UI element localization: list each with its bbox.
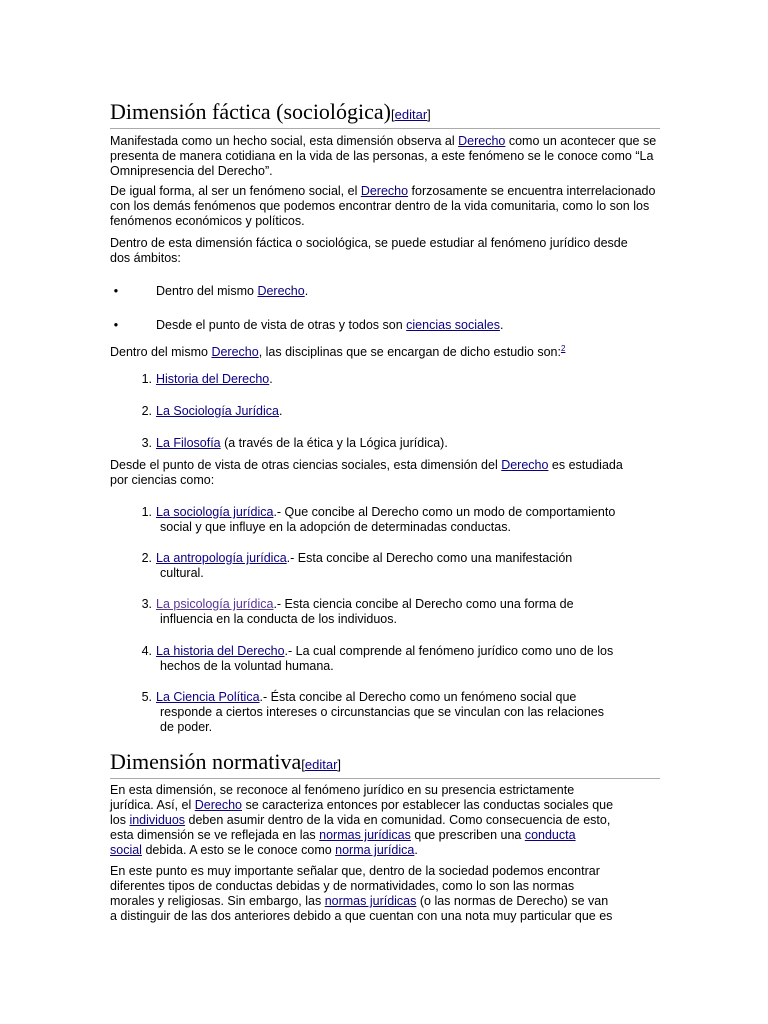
link-ciencias-sociales[interactable]: ciencias sociales [406, 318, 500, 332]
link-derecho[interactable]: Derecho [458, 134, 506, 148]
link-derecho[interactable]: Derecho [194, 798, 243, 812]
paragraph: Desde el punto de vista de otras ciencias sociales, esta dimensión del Derecho es estudiada por ciencias como: [110, 458, 623, 487]
link-norma-juridica[interactable]: norma jurídica [335, 843, 415, 857]
link-filosofia[interactable]: La Filosofía [156, 436, 221, 450]
link-sociologia-juridica[interactable]: La Sociología Jurídica [156, 404, 279, 418]
section-heading-normativa [110, 750, 660, 779]
link-derecho[interactable]: Derecho [501, 458, 549, 472]
section-title: Dimensión normativa [110, 749, 302, 774]
link-sociologia-juridica[interactable]: La sociología jurídica [156, 505, 274, 519]
link-historia-del-derecho[interactable]: La historia del Derecho [156, 644, 285, 658]
link-individuos[interactable]: individuos [129, 813, 186, 827]
link-derecho[interactable]: Derecho [257, 284, 305, 298]
section-heading-factica [110, 100, 660, 129]
edit-link[interactable]: editar [304, 757, 338, 772]
paragraph: En este punto es muy importante señalar que, dentro de la sociedad podemos encontrar diferentes tipos de conductas debidas y de normatividades, como lo son las normas morales y religiosas. Sin embargo, las normas jurídicas (o las normas de Derecho) se van a distinguir de las dos anteriores debido a que cuentan con una nota muy particular que es [110, 864, 613, 923]
bullet-icon: • [113, 284, 119, 298]
link-ciencia-politica[interactable]: La Ciencia Política [156, 690, 260, 704]
reference-link[interactable]: 2 [560, 344, 566, 353]
edit-link[interactable]: editar [394, 107, 428, 122]
bullet-icon: • [113, 318, 119, 332]
link-normas-juridicas[interactable]: normas jurídicas [324, 894, 417, 908]
link-psicologia-juridica[interactable]: La psicología jurídica [156, 597, 274, 611]
paragraph: Manifestada como un hecho social, esta dimensión observa al Derecho como un acontecer que se presenta de manera cotidiana en la vida de las personas, a este fenómeno se le conoce como “La Omnipresencia del Derecho”. [110, 134, 657, 178]
link-derecho[interactable]: Derecho [360, 184, 409, 198]
paragraph: Dentro de esta dimensión fáctica o sociológica, se puede estudiar al fenómeno jurídico desde dos ámbitos: [110, 236, 628, 265]
link-derecho[interactable]: Derecho [211, 345, 259, 360]
paragraph: En esta dimensión, se reconoce al fenómeno jurídico en su presencia estrictamente jurídica. Así, el Derecho se caracteriza entonces por establecer las conductas sociales que los individuos deben asumir dentro de la vida en comunidad. Como consecuencia de esto, esta dimensión se ve reflejada en las normas jurídicas que prescriben una conducta social debida. A esto se le conoce como norma jurídica. [110, 783, 614, 857]
link-conducta-social[interactable]: social [110, 843, 142, 857]
link-normas-juridicas[interactable]: normas jurídicas [319, 828, 411, 842]
paragraph: Dentro del mismo Derecho, las disciplinas que se encargan de dicho estudio son:$^2$ [110, 344, 566, 360]
edit-section: [editar] [301, 757, 342, 772]
edit-section: [editar] [391, 107, 431, 122]
link-conducta-social[interactable]: conducta [524, 828, 576, 842]
link-antropologia-juridica[interactable]: La antropología jurídica [156, 551, 287, 565]
paragraph: De igual forma, al ser un fenómeno social, el Derecho forzosamente se encuentra interrelacionado con los demás fenómenos que podemos encontrar dentro de la vida comunitaria, como lo son los fenómenos económicos y políticos. [110, 184, 656, 228]
section-title: Dimensión fáctica (sociológica) [110, 99, 392, 124]
link-historia-del-derecho[interactable]: Historia del Derecho [156, 372, 270, 386]
